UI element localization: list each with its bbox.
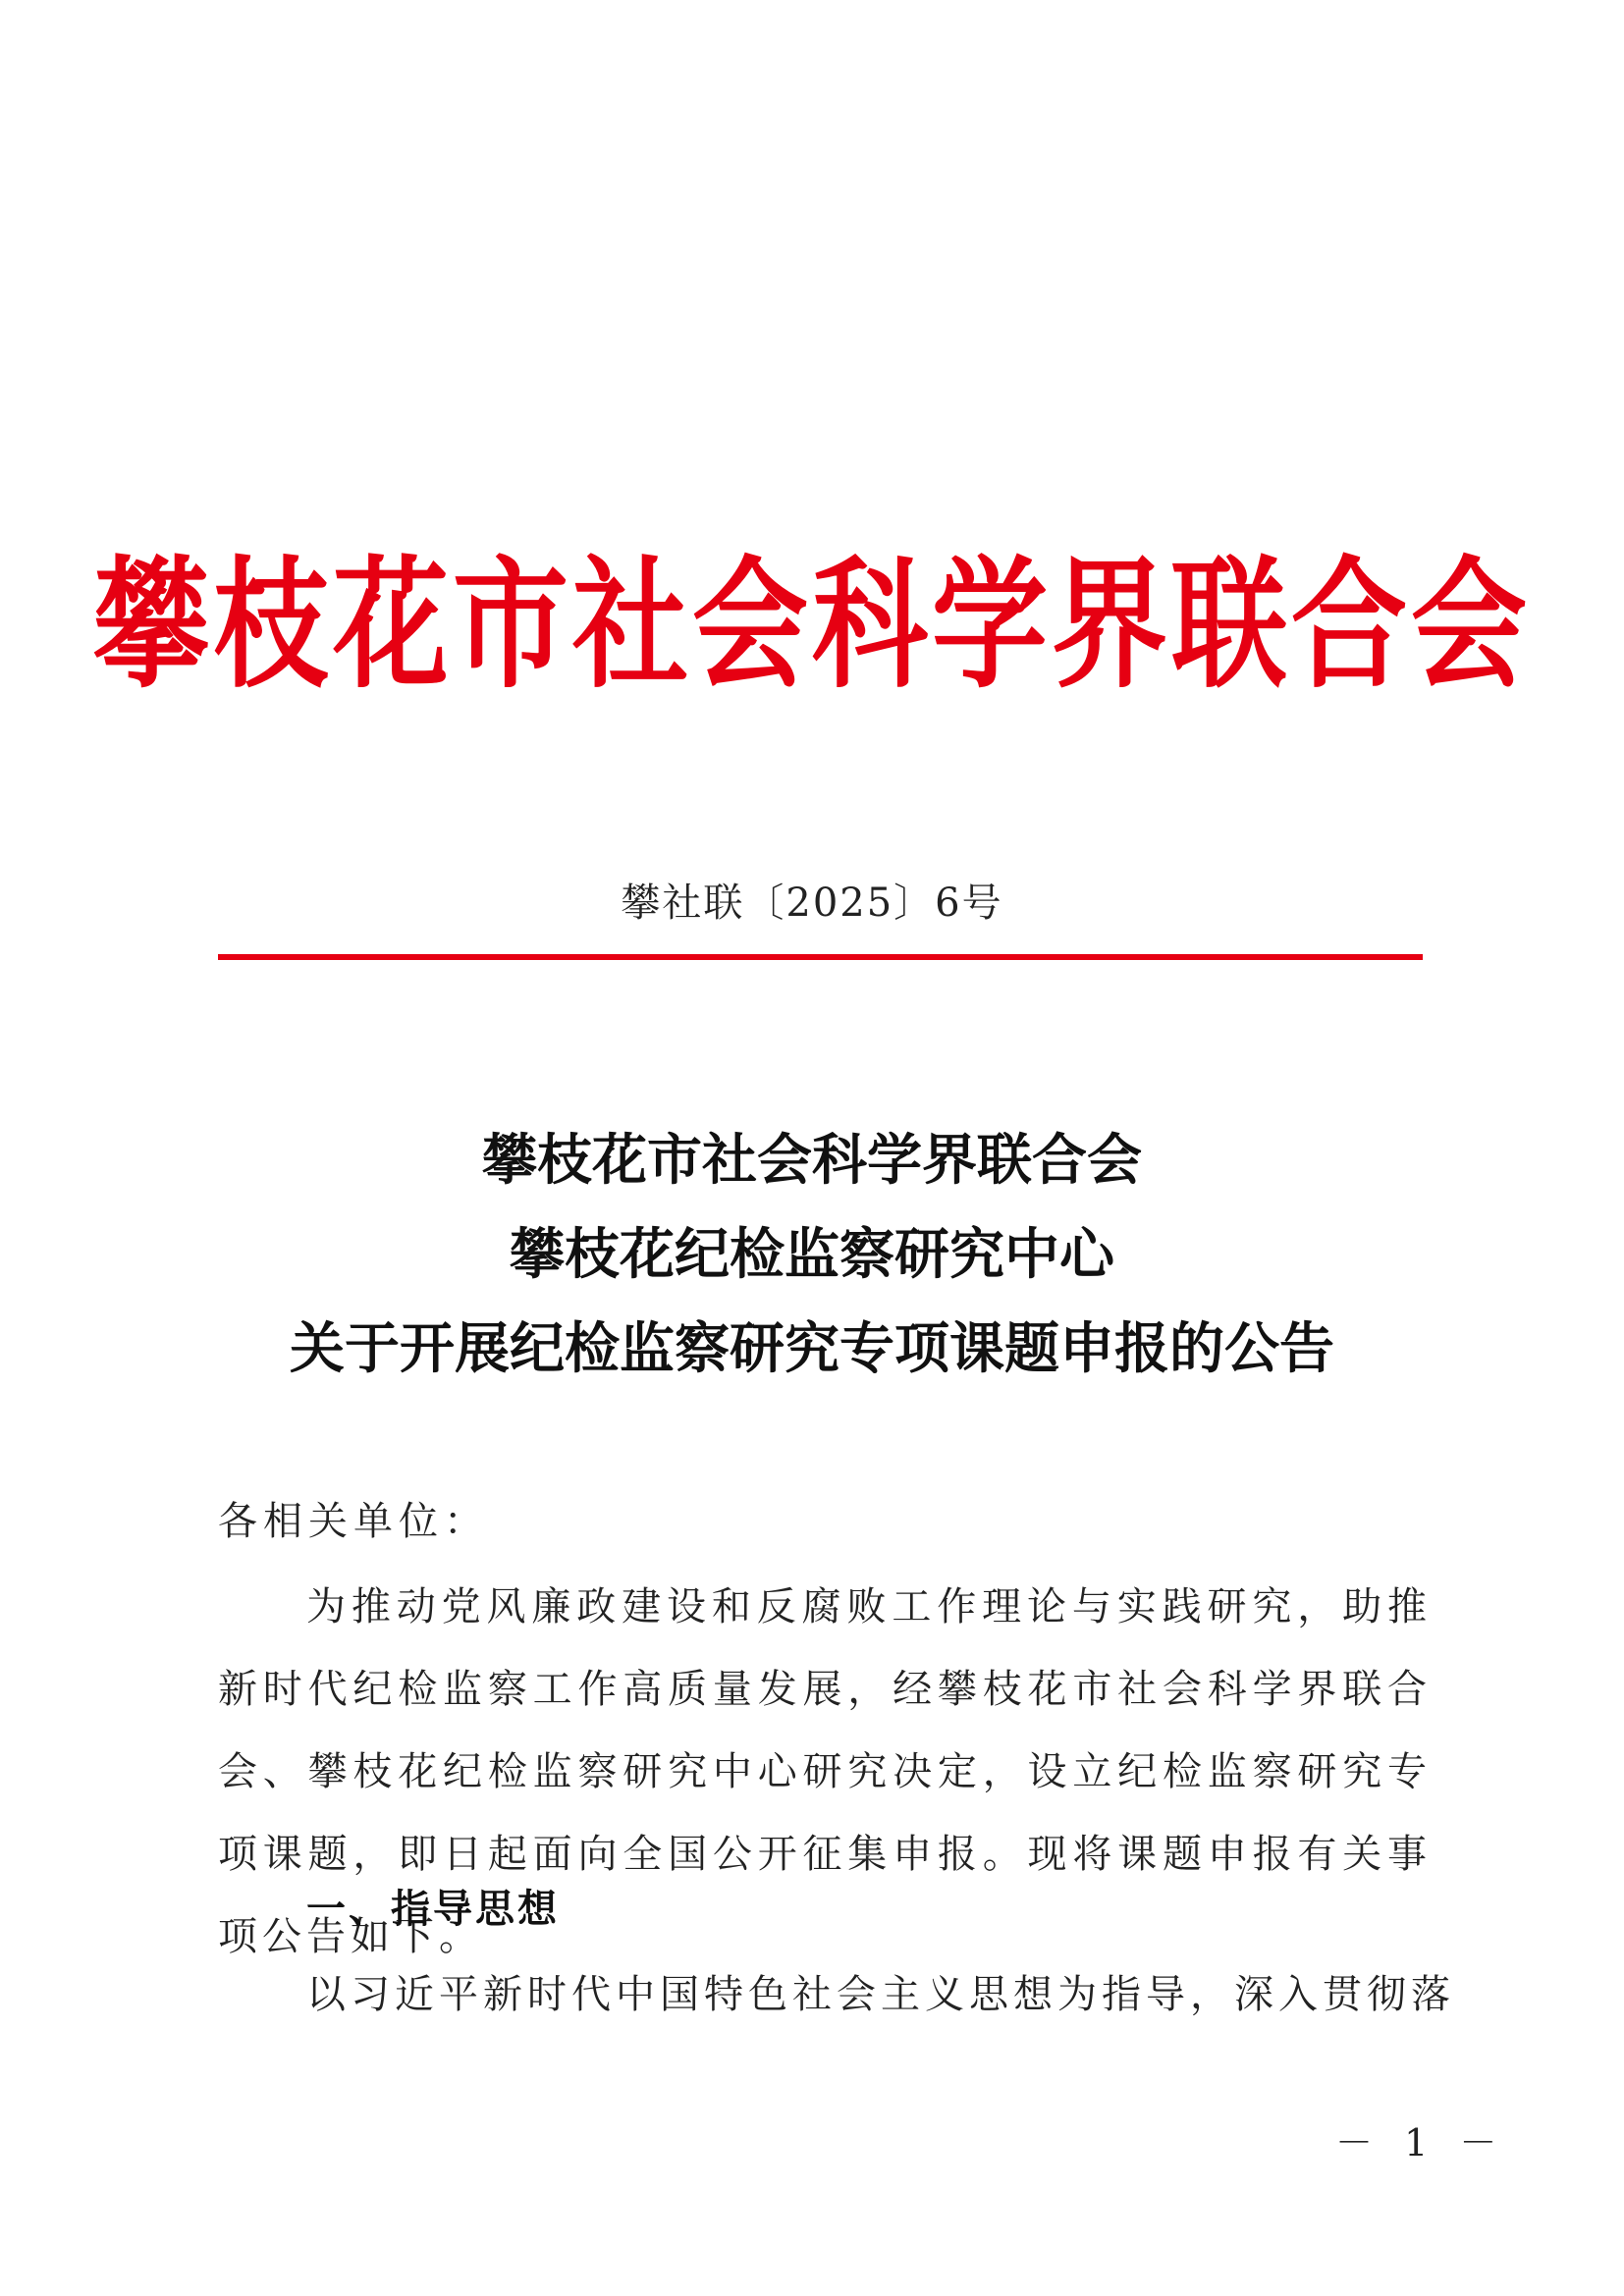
masthead-org-name: 攀枝花市社会科学界联合会 [92, 541, 1531, 708]
title-line-1: 攀枝花市社会科学界联合会 [482, 1129, 1142, 1193]
page-number: － 1 － [1335, 2121, 1507, 2164]
document-title [0, 1114, 1624, 1397]
salutation: 各相关单位： [218, 1499, 489, 1544]
section-1-body: 以习近平新时代中国特色社会主义思想为指导，深入贯彻落 [306, 1972, 1455, 2017]
red-divider-line [218, 954, 1423, 960]
title-line-2: 攀枝花纪检监察研究中心 [510, 1223, 1114, 1287]
title-line-3: 关于开展纪检监察研究专项课题申报的公告 [290, 1317, 1334, 1381]
section-1-heading: 一、指导思想 [306, 1887, 560, 1932]
intro-paragraph: 为推动党风廉政建设和反腐败工作理论与实践研究，助推新时代纪检监察工作高质量发展，经攀枝花市社会科学界联合会、攀枝花纪检监察研究中心研究决定，设立纪检监察研究专项课题，即日起面向全国公开征集申报。现将课题申报有关事项公告如下。 [218, 1584, 1432, 1959]
document-number: 攀社联〔2025〕6号 [621, 881, 1003, 926]
